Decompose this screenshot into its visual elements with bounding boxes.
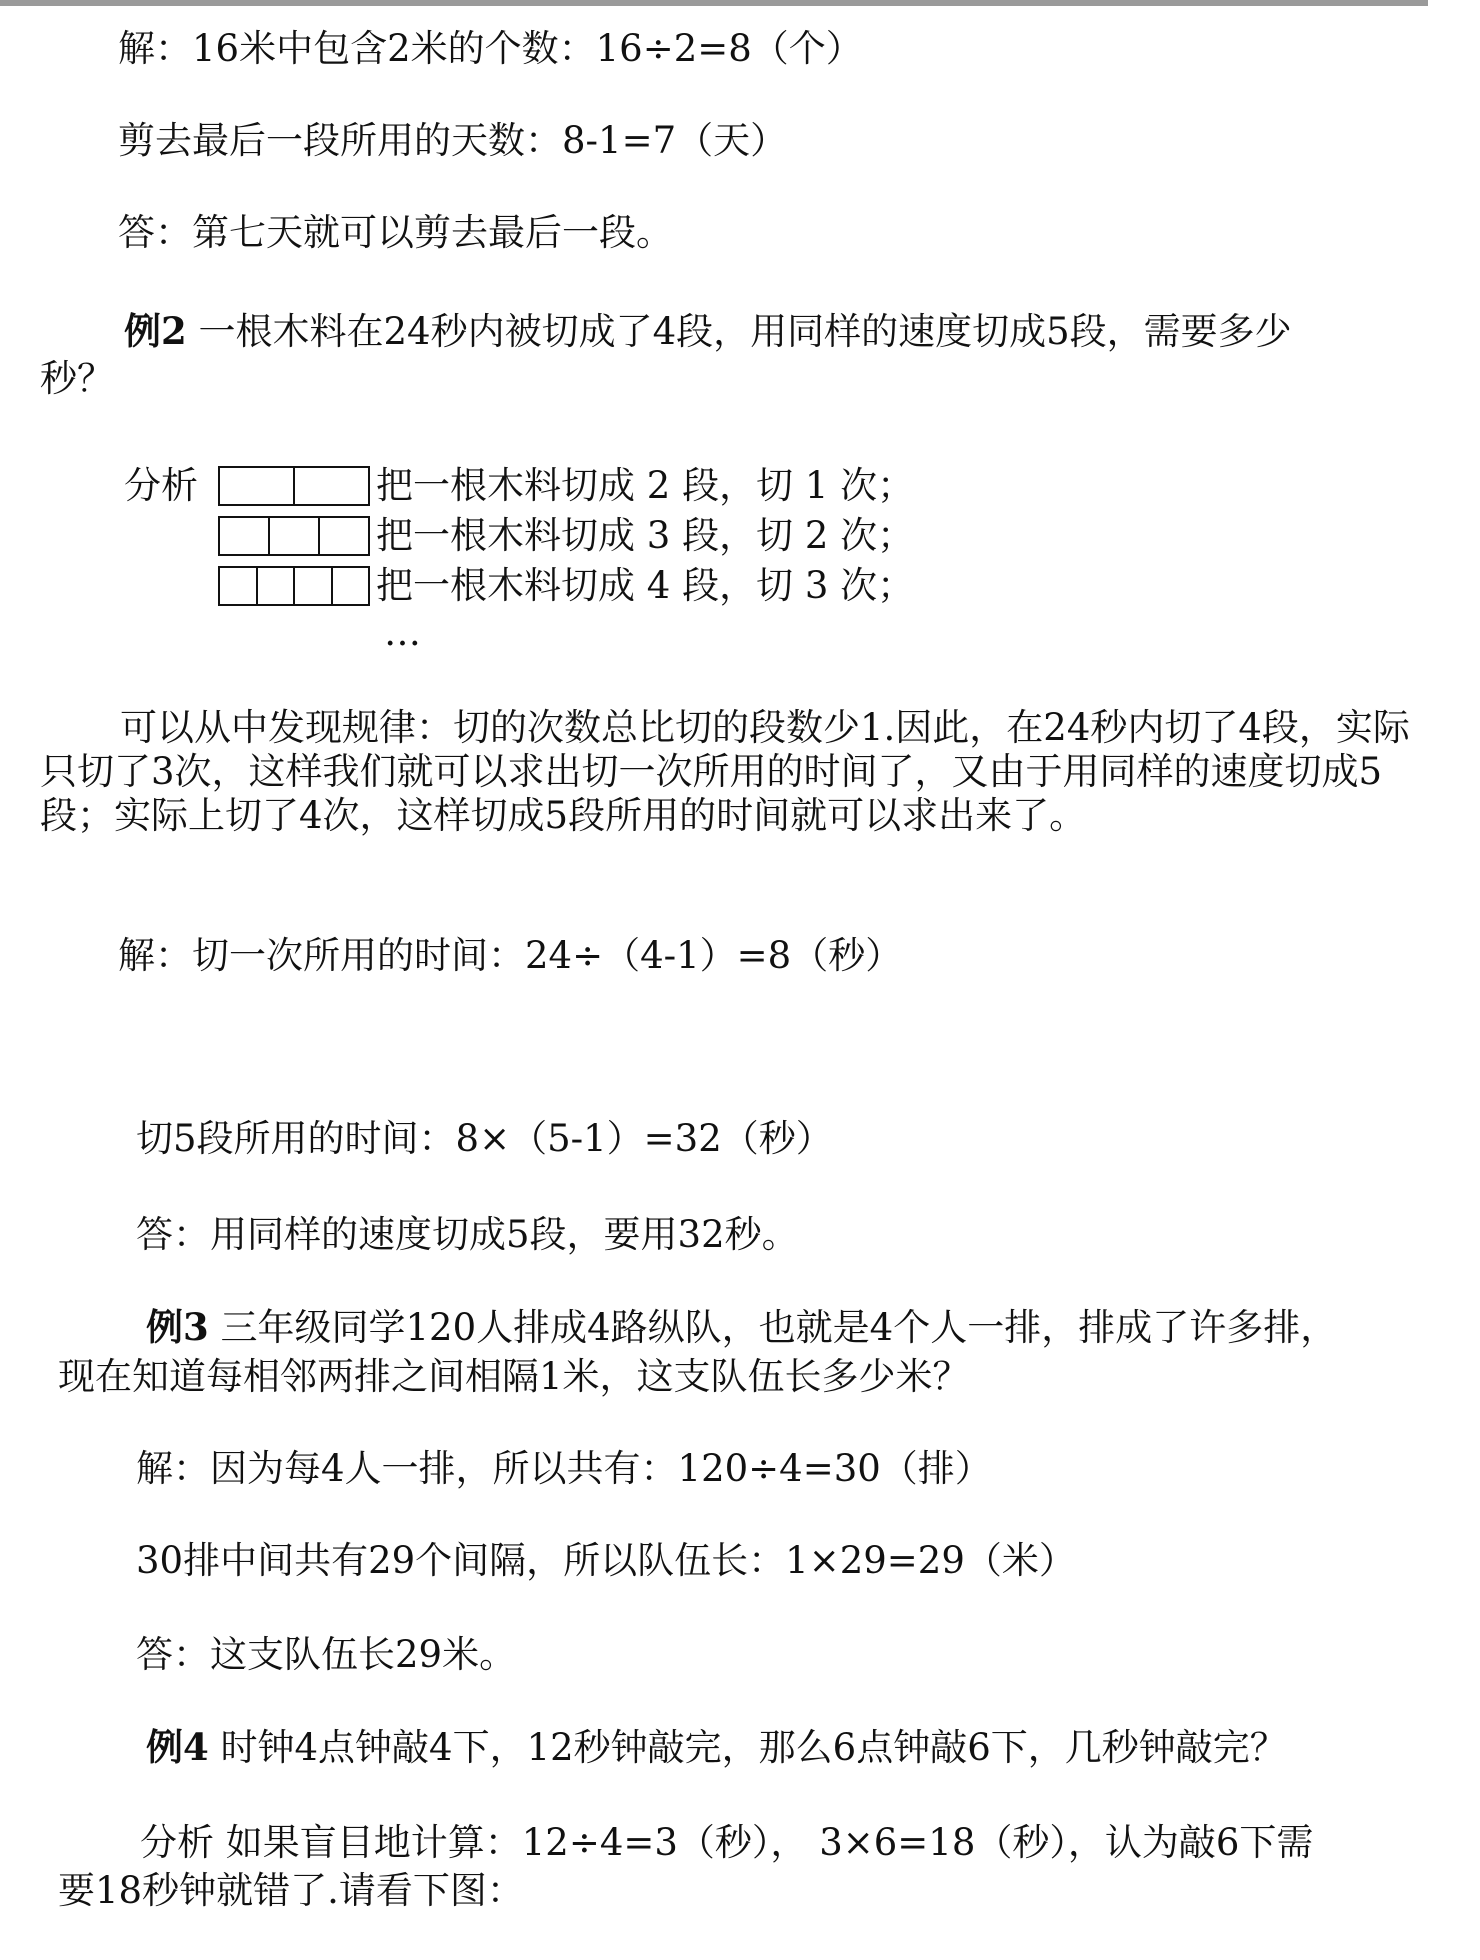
example-3-question-cont: 现在知道每相邻两排之间相隔1米，这支队伍长多少米？	[58, 1355, 970, 1398]
answer-line: 答：第七天就可以剪去最后一段。	[118, 211, 673, 254]
example-2-text: 一根木料在24秒内被切成了4段，用同样的速度切成5段，需要多少	[186, 310, 1292, 353]
answer-3: 答：这支队伍长29米。	[136, 1633, 517, 1676]
ellipsis: …	[384, 611, 421, 654]
solution-3a: 解：因为每4人一排，所以共有：120÷4=30（排）	[136, 1447, 992, 1490]
two-segment-diagram	[218, 466, 370, 506]
three-segment-diagram	[218, 516, 370, 556]
answer-2: 答：用同样的速度切成5段，要用32秒。	[136, 1213, 799, 1256]
example-4-text: 时钟4点钟敲4下，12秒钟敲完，那么6点钟敲6下，几秒钟敲完？	[208, 1726, 1287, 1769]
four-segment-diagram	[218, 566, 370, 606]
solution-days-line: 剪去最后一段所用的天数：8-1=7（天）	[118, 119, 788, 162]
analysis-line-2: 把一根木料切成 3 段，切 2 次；	[376, 514, 915, 557]
example-3-question	[146, 1306, 1337, 1349]
example-3-text: 三年级同学120人排成4路纵队，也就是4个人一排，排成了许多排，	[208, 1306, 1338, 1349]
analysis-4b: 要18秒钟就错了.请看下图：	[58, 1869, 524, 1912]
analysis-line-3: 把一根木料切成 4 段，切 3 次；	[376, 564, 915, 607]
example-4-label: 例4	[146, 1725, 209, 1769]
solution-2b: 切5段所用的时间：8×（5-1）=32（秒）	[136, 1117, 833, 1160]
analysis-label: 分析	[124, 464, 198, 507]
analysis-line-1: 把一根木料切成 2 段，切 1 次；	[376, 464, 915, 507]
example-4-question	[146, 1726, 1287, 1769]
rule-paragraph: 可以从中发现规律：切的次数总比切的段数少1.因此，在24秒内切了4段，实际只切了3次，这样我们就可以求出切一次所用的时间了，又由于用同样的速度切成5段；实际上切了4次，这样切成5段所用的时间就可以求出来了。	[40, 706, 1410, 837]
solution-2a: 解：切一次所用的时间：24÷（4-1）=8（秒）	[118, 934, 903, 977]
top-divider	[0, 0, 1428, 6]
solution-3b: 30排中间共有29个间隔，所以队伍长：1×29=29（米）	[136, 1539, 1076, 1582]
example-2-question	[124, 310, 1292, 353]
example-2-label: 例2	[124, 309, 187, 353]
example-3-label: 例3	[146, 1305, 209, 1349]
example-2-question-cont: 秒？	[40, 357, 114, 400]
solution-count-line: 解：16米中包含2米的个数：16÷2=8（个）	[118, 27, 863, 70]
analysis-4a: 分析 如果盲目地计算：12÷4=3（秒）， 3×6=18（秒），认为敲6下需	[140, 1821, 1314, 1864]
